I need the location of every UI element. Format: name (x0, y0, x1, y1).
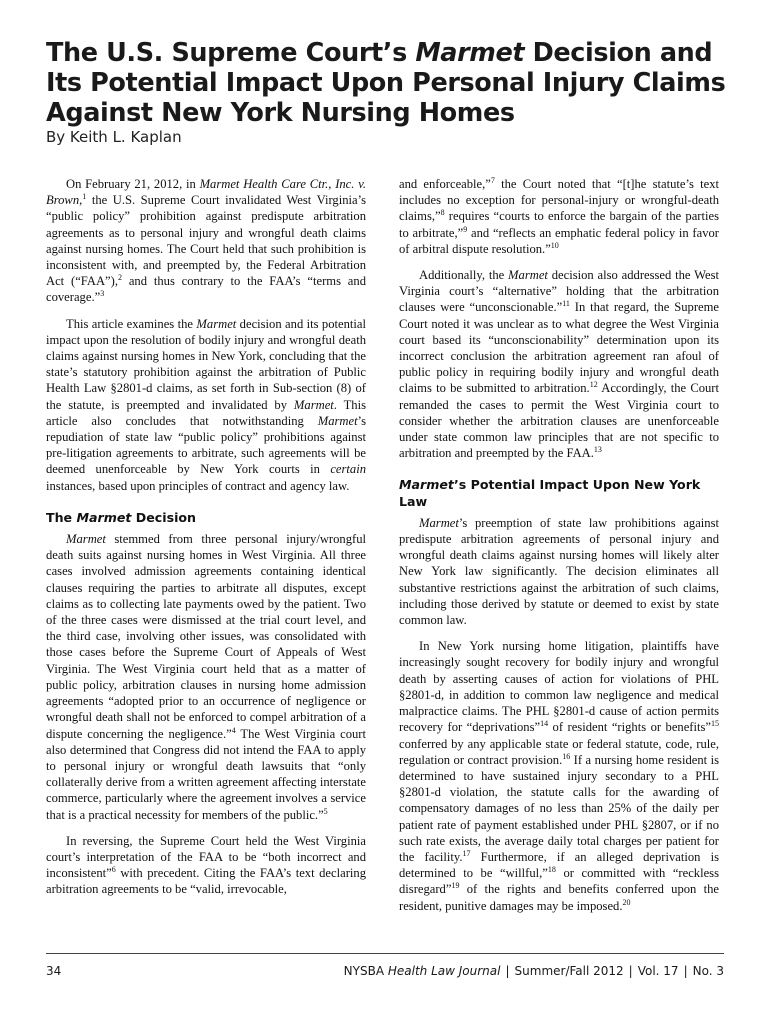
paragraph: and enforceable,”$^7$ the Court noted that “[t]he statute’s text includes no exception for personal-injury or wrongful-death claims,”$^8$ requires “courts to enforce the bargain of the parties to arbitrate,”$^9$ and “reflects an emphatic federal policy in favor of arbitral dispute resolution.”$^{10}$ (399, 175, 720, 256)
footnote-ref: 18 (547, 864, 556, 874)
footnote-ref: 19 (451, 881, 460, 891)
right-column (399, 176, 719, 924)
footnote-ref: 16 (562, 751, 571, 761)
footnote-ref: 12 (589, 380, 598, 390)
footnote-ref: 3 (100, 289, 105, 299)
paragraph: Additionally, the Marmet decision also addressed the West Virginia court’s “alternative” holding that the arbitration clauses were “unconscionable.”$^{11}$ In that regard, the Supreme Court noted it was unclear as to what degree the West Virginia court based its “unconscionability” determination upon its incorrect conclusion the arbitration agreement ran afoul of public policy in requiring bodily injury and wrongful death claims to be submitted to arbitration.$^{12}$ Accordingly, the Court remanded the cases to permit the West Virginia court to consider whether the arbitration clauses are unenforceable under state common law principles that are not specific to arbitration and preempted by the FAA.$^{13}$ (399, 268, 719, 461)
footnote-ref: 17 (462, 848, 471, 858)
footer-rule (46, 953, 724, 954)
footnote-ref: 4 (231, 725, 236, 735)
paragraph: Marmet stemmed from three personal injury/wrongful death suits against nursing homes in West Virginia. All three cases involved admission agreements containing identical clauses requiring the parties to arbitrate all disputes, except claims as to collecting late payments owed by the patient. Two of the three cases were dismissed at the trial court level, and the third case, involving other issues, was consolidated with those cases before the Supreme Court of Appeals of West Virginia. The West Virginia court held that as a matter of public policy, arbitration clauses in nursing home admission agreements “adopted prior to an occurrence of negligence or wrongful death shall not be enforced to compel arbitration of a dispute concerning the negligence.”$^4$ The West Virginia court also determined that Congress did not intend the FAA to apply to personal injury or wrongful death lawsuits that “only collaterally derive from a written agreement affecting interstate commerce, particularly where the agreement involves a service that is a practical necessity for members of the public.”$^5$ (46, 532, 366, 822)
paragraph: This article examines the Marmet decision and its potential impact upon the resolution of bodily injury and wrongful death claims against nursing homes in New York, concluding that the state’s statutory prohibition against the arbitration of Public Health Law §2801-d claims, as set forth in Sub-section (8) of the statute, is preempted and invalidated by Marmet. This article also concludes that notwithstanding Marmet’s repudiation of state law “public policy” prohibitions against pre-litigation agreements to arbitrate, such agreements will be deemed unenforceable by New York courts in certain instances, based upon principles of contract and agency law. (46, 316, 366, 493)
title-case-name: Marmet (415, 38, 525, 68)
footnote-ref: 14 (540, 719, 549, 729)
footnote-ref: 9 (463, 224, 468, 234)
footnote-ref: 13 (593, 445, 602, 455)
left-column (46, 176, 366, 908)
page-number: 34 (46, 964, 62, 978)
footnote-ref: 7 (490, 175, 495, 185)
footnote-ref: 1 (82, 192, 87, 202)
footnote-ref: 6 (111, 864, 116, 874)
footnote-ref: 11 (562, 299, 570, 309)
section-heading: The Marmet Decision (46, 509, 197, 525)
footnote-ref: 15 (711, 719, 719, 729)
paragraph: Marmet’s preemption of state law prohibitions against predispute arbitration agreements of personal injury and wrongful death claims against nursing homes will likely alter New York law significantly. The decision eliminates all substantive restrictions against the arbitration of such claims, including those derived by statute or deemed to exist by state common law. (399, 515, 719, 628)
paragraph: In New York nursing home litigation, plaintiffs have increasingly sought recovery for bodily injury and wrongful death by asserting causes of action for violations of PHL §2801-d, in addition to common law negligence and medical malpractice claims. The PHL §2801-d cause of action permits recovery for “deprivations”$^{14}$ of resident “rights or benefits”$^{15}$ conferred by any applicable state or federal statute, code, rule, regulation or contract provision.$^{16}$ If a nursing home resident is determined to have sustained injury secondary to a PHL §2801-d violation, the statute calls for the awarding of compensatory damages of no less than 25% of the daily per patient rate of payment established under PHL §2807, or if no such rate exists, the average daily total charges per patient for the facility.$^{17}$ Furthermore, if an alleged deprivation is determined to be “willful,”$^{18}$ or committed with “reckless disregard”$^{19}$ of the rights and benefits conferred upon the resident, punitive damages may be imposed.$^{20}$ (399, 639, 719, 913)
byline: By Keith L. Kaplan (46, 128, 182, 146)
footnote-ref: 8 (440, 208, 445, 218)
article-title: The U.S. Supreme Court’s Marmet Decision and Its Potential Impact Upon Personal Injury Claims Against New York Nursing Homes (46, 38, 726, 128)
footnote-ref: 2 (118, 273, 122, 283)
footnote-ref: 10 (550, 240, 559, 250)
section-heading: Marmet’s Potential Impact Upon New York Law (399, 477, 701, 509)
journal-info: NYSBA Health Law Journal | Summer/Fall 2012 | Vol. 17 | No. 3 (343, 964, 724, 978)
paragraph: On February 21, 2012, in Marmet Health Care Ctr., Inc. v. Brown,$^1$ the U.S. Supreme Court invalidated West Virginia’s “public policy” prohibition against predispute arbitration agreements as to personal injury and wrongful death claims against nursing homes. The Court held that such prohibition is inconsistent with, and preempted by, the Federal Arbitration Act (“FAA”),$^2$ and thus contrary to the FAA’s “terms and coverage.”$^3$ (46, 177, 366, 305)
paragraph: In reversing, the Supreme Court held the West Virginia court’s interpretation of the FAA to be “both incorrect and inconsistent”$^6$ with precedent. Citing the FAA’s text declaring arbitration agreements to be “valid, irrevocable, (46, 833, 366, 897)
journal-name: Health Law Journal (387, 964, 501, 978)
footnote-ref: 5 (323, 806, 328, 816)
footnote-ref: 20 (622, 897, 631, 907)
